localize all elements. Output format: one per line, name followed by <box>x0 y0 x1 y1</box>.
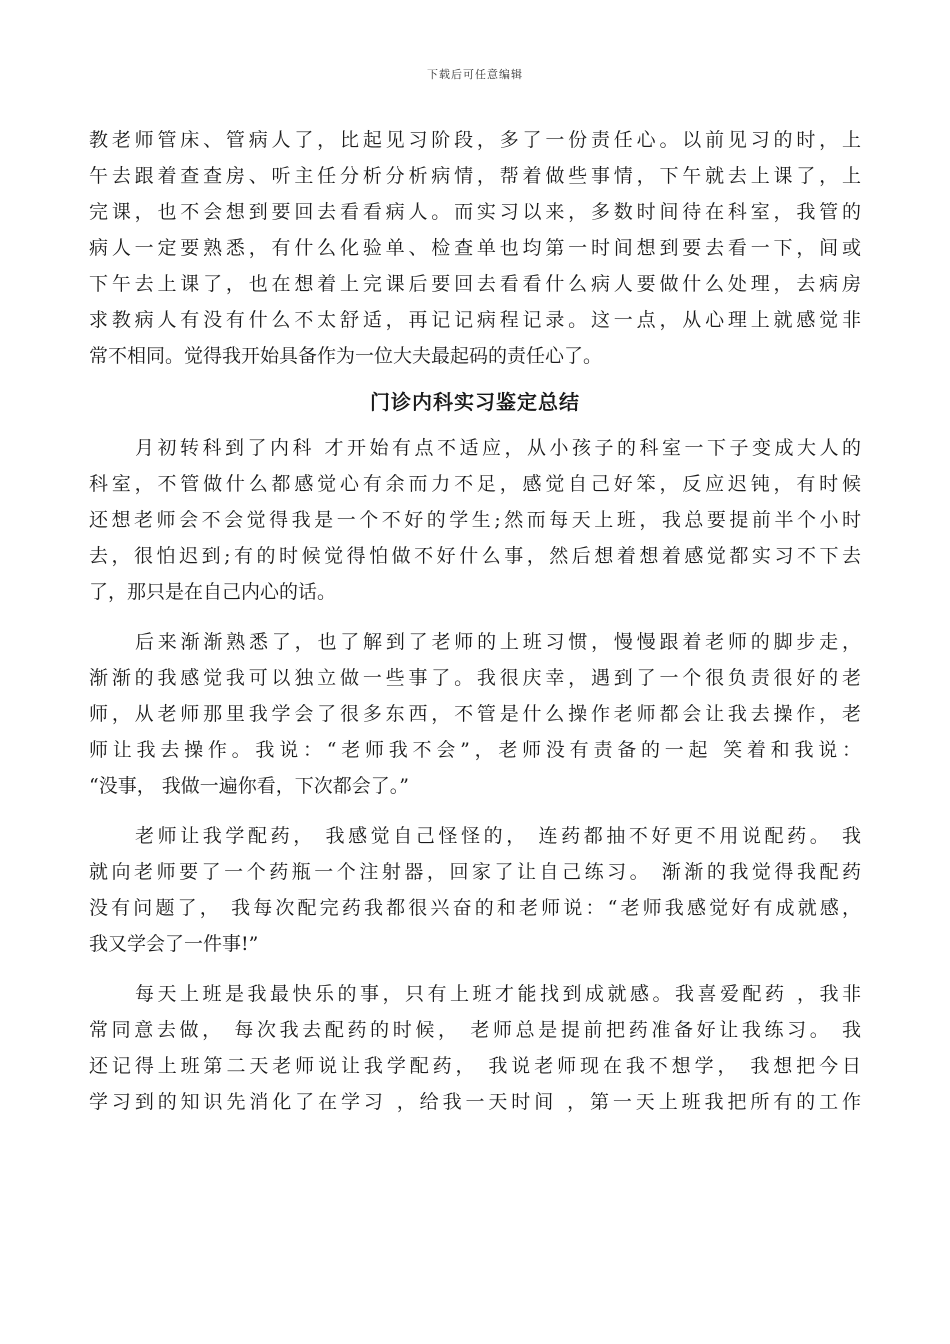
text-line: 月初转科到了内科 才开始有点不适应，从小孩子的科室一下子变成大人的 <box>135 437 861 459</box>
text-line: 渐渐的我感觉我可以独立做一些事了。我很庆幸，遇到了一个很负责很好的老 <box>89 667 861 689</box>
text-line: 病人一定要熟悉，有什么化验单、检查单也均第一时间想到要去看一下，间或 <box>89 237 861 259</box>
intro-paragraph <box>89 122 861 374</box>
paragraph <box>89 818 861 962</box>
paragraph <box>89 430 861 610</box>
text-line: 师，从老师那里我学会了很多东西，不管是什么操作老师都会让我去操作，老 <box>89 703 861 725</box>
text-line: “没事， 我做一遍你看，下次都会了。” <box>89 775 409 797</box>
text-line: 教老师管床、管病人了，比起见习阶段，多了一份责任心。以前见习的时，上 <box>89 129 861 151</box>
document-body <box>89 122 861 1120</box>
text-line: 科室，不管做什么都感觉心有余而力不足，感觉自己好笨，反应迟钝，有时候 <box>89 473 861 495</box>
page-header: 下载后可任意编辑 <box>427 68 523 81</box>
text-line: 求教病人有没有什么不太舒适，再记记病程记录。这一点，从心理上就感觉非 <box>89 309 861 331</box>
text-line: 下午去上课了，也在想着上完课后要回去看看什么病人要做什么处理，去病房 <box>89 273 861 295</box>
text-line: 午去跟着查查房、听主任分析分析病情，帮着做些事情，下午就去上课了，上 <box>89 165 861 187</box>
text-line: 后来渐渐熟悉了，也了解到了老师的上班习惯，慢慢跟着老师的脚步走， <box>135 631 861 653</box>
text-line: 还想老师会不会觉得我是一个不好的学生;然而每天上班，我总要提前半个小时 <box>89 509 861 531</box>
text-line: 学习到的知识先消化了在学习 ，给我一天时间 ，第一天上班我把所有的工作 <box>89 1091 861 1113</box>
section-title: 门诊内科实习鉴定总结 <box>370 390 580 414</box>
text-line: 常同意去做， 每次我去配药的时候， 老师总是提前把药准备好让我练习。 我 <box>89 1019 861 1041</box>
paragraph <box>89 624 861 804</box>
text-line: 老师让我学配药， 我感觉自己怪怪的， 连药都抽不好更不用说配药。 我 <box>135 825 861 847</box>
text-line: 常不相同。觉得我开始具备作为一位大夫最起码的责任心了。 <box>89 345 603 367</box>
text-line: 师让我去操作。我说：“老师我不会”，老师没有责备的一起 笑着和我说： <box>89 739 861 761</box>
text-line: 去，很怕迟到;有的时候觉得怕做不好什么事，然后想着想着感觉都实习不下去 <box>89 545 861 567</box>
paragraph <box>89 976 861 1120</box>
text-line: 就向老师要了一个药瓶一个注射器，回家了让自己练习。 渐渐的我觉得我配药 <box>89 861 861 883</box>
text-line: 还记得上班第二天老师说让我学配药， 我说老师现在我不想学， 我想把今日 <box>89 1055 861 1077</box>
text-line: 完课，也不会想到要回去看看病人。而实习以来，多数时间待在科室，我管的 <box>89 201 861 223</box>
text-line: 了，那只是在自己内心的话。 <box>89 581 337 603</box>
text-line: 每天上班是我最快乐的事，只有上班才能找到成就感。我喜爱配药 ，我非 <box>135 983 861 1005</box>
text-line: 我又学会了一件事!” <box>89 933 259 955</box>
text-line: 没有问题了， 我每次配完药我都很兴奋的和老师说：“老师我感觉好有成就感， <box>89 897 861 919</box>
